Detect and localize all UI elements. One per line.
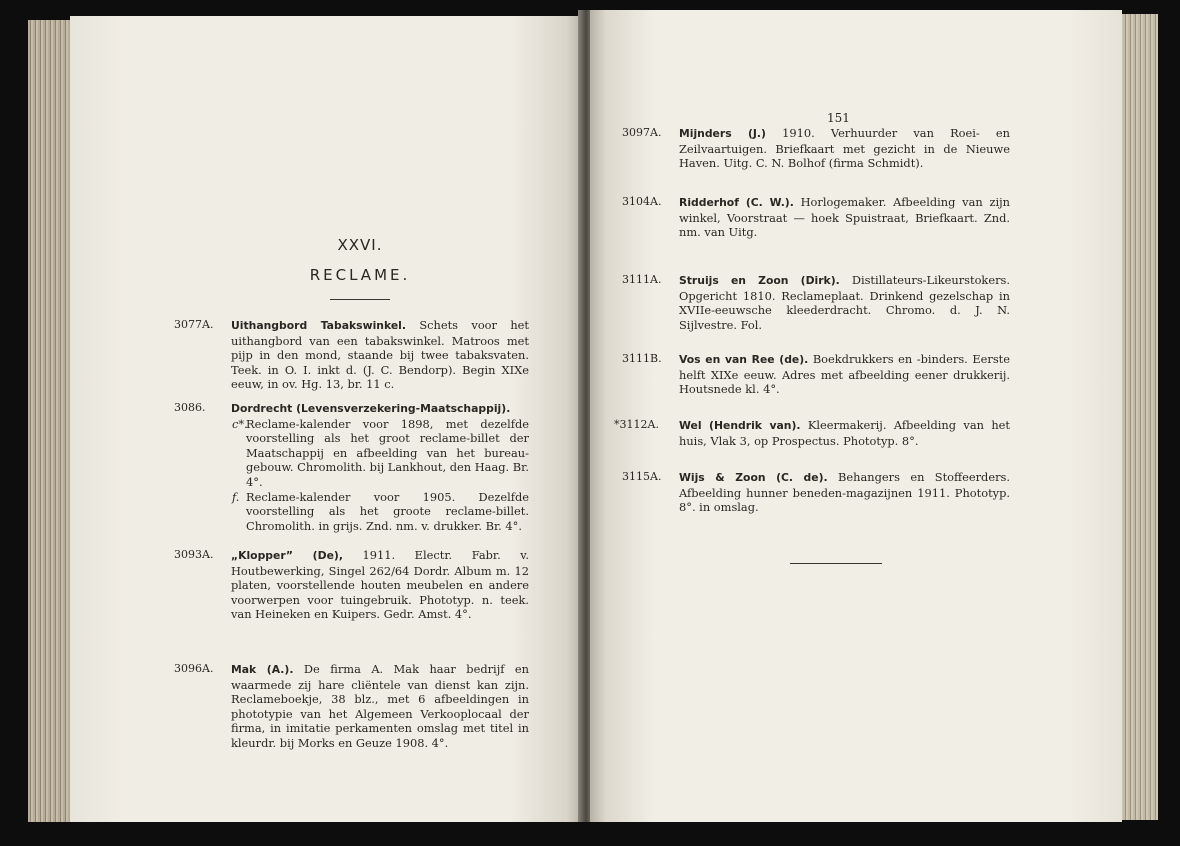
sub-item-text: Reclame-kalender voor 1898, met dezelfde voorstelling als het groot reclame-billet der Maatschappij en afbeelding van het bureau-gebouw. Chromolith. bij Lankhout, den Haag. Br. 4°. (246, 416, 529, 489)
entry-heading: Wijs & Zoon (C. de). (679, 471, 828, 484)
catalog-entry-3086 (174, 401, 529, 533)
entry-body (231, 401, 529, 533)
entry-number: 3093A. (174, 548, 214, 561)
entry-sub-item (232, 416, 529, 490)
entry-body (231, 318, 529, 392)
catalog-entry-3104a (622, 195, 1010, 240)
entry-number: 3111B. (622, 352, 662, 365)
chapter-title: RECLAME. (309, 266, 411, 284)
entry-heading: Uithangbord Tabakswinkel. (231, 319, 406, 332)
entry-body (679, 418, 1010, 448)
sub-item-letter: f. (232, 489, 240, 504)
entry-body (231, 662, 529, 751)
catalog-entry-3096a (174, 662, 529, 751)
entry-number: 3077A. (174, 318, 214, 331)
entry-text: Boekdrukkers en -binders. Eerste helft XIXe eeuw. Adres met afbeelding eener drukkerij. Houtsnede kl. 4°. (679, 352, 1010, 397)
entry-number: 3086. (174, 401, 206, 414)
entry-text: Behangers en Stoffeerders. Afbeelding hunner beneden-magazijnen 1911. Phototyp. 8°. in omslag. (679, 470, 1010, 515)
entry-heading: „Klopper” (De), (231, 549, 343, 562)
entry-heading: Ridderhof (C. W.). (679, 196, 794, 209)
entry-heading: Struijs en Zoon (Dirk). (679, 274, 840, 287)
catalog-entry-3115a (622, 470, 1010, 515)
entry-text: Schets voor het uithangbord van een tabakswinkel. Matroos met pijp in den mond, staande bij twee tabaksvaten. Teek. in O. I. inkt d. (J. C. Bendorp). Begin XIXe eeuw, in ov. Hg. 13, br. 11 c. (231, 318, 529, 392)
entry-text: Distillateurs-Likeurstokers. Opgericht 1810. Reclameplaat. Drinkend gezelschap in XVIIe-eeuwsche kleederdracht. Chromo. d. J. N. Sijlvestre. Fol. (679, 273, 1010, 332)
entry-body (679, 273, 1010, 332)
section-end-divider (790, 563, 882, 564)
sub-item-text: Reclame-kalender voor 1905. Dezelfde voorstelling als het groote reclame-billet. Chromolith. in grijs. Znd. nm. v. drukker. Br. 4°. (246, 489, 529, 533)
entry-heading: Vos en van Ree (de). (679, 353, 809, 366)
entry-body (231, 548, 529, 622)
entry-body (679, 352, 1010, 397)
entry-number: 3097A. (622, 126, 662, 139)
entry-text: De firma A. Mak haar bedrijf en waarmede zij hare cliëntele van dienst kan zijn. Reclameboekje, 38 blz., met 6 afbeeldingen in phototypie van het Algemeen Verkooplocaal der firma, in imitatie perkamenten omslag met titel in kleurdr. bij Morks en Geuze 1908. 4°. (231, 662, 529, 750)
entry-body (679, 195, 1010, 240)
entry-number: 3111A. (622, 273, 662, 286)
entry-text: Horlogemaker. Afbeelding van zijn winkel, Voorstraat — hoek Spuistraat, Briefkaart. Znd. nm. van Uitg. (679, 195, 1010, 240)
entry-heading: Mak (A.). (231, 663, 294, 676)
chapter-number: XXVI. (337, 236, 383, 254)
entry-text: Kleermakerij. Afbeelding van het huis, Vlak 3, op Prospectus. Phototyp. 8°. (679, 418, 1011, 448)
entry-heading: Wel (Hendrik van). (679, 419, 801, 432)
catalog-entry-3077a (174, 318, 529, 392)
catalog-entry-3097a (622, 126, 1010, 171)
entry-heading: Mijnders (J.) (679, 127, 766, 140)
book-edge-left (28, 20, 72, 822)
entry-text: 1911. Electr. Fabr. v. Houtbewerking, Singel 262/64 Dordr. Album m. 12 platen, voorstellende houten meubelen en andere voorwerpen voor tuingebruik. Phototyp. n. teek. van Heineken en Kuipers. Gedr. Amst. 4°. (231, 548, 529, 622)
book-edge-right (1118, 14, 1158, 820)
entry-body (679, 470, 1010, 515)
page-number: 151 (827, 111, 850, 125)
entry-number: 3115A. (622, 470, 662, 483)
catalog-entry-3112a (614, 418, 1010, 448)
catalog-entry-3111a (622, 273, 1010, 332)
entry-body (679, 126, 1010, 171)
entry-heading: Dordrecht (Levensverzekering-Maatschappij). (231, 402, 511, 415)
entry-text: 1910. Verhuurder van Roei- en Zeilvaartuigen. Briefkaart met gezicht in de Nieuwe Haven. Uitg. C. N. Bolhof (firma Schmidt). (679, 126, 1010, 171)
chapter-divider (330, 299, 390, 300)
sub-item-letter: c*. (232, 416, 248, 431)
entry-number: 3104A. (622, 195, 662, 208)
catalog-entry-3111b (622, 352, 1010, 397)
entry-sub-item (232, 489, 529, 534)
entry-number: 3096A. (174, 662, 214, 675)
entry-number: *3112A. (614, 418, 659, 431)
catalog-entry-3093a (174, 548, 529, 622)
